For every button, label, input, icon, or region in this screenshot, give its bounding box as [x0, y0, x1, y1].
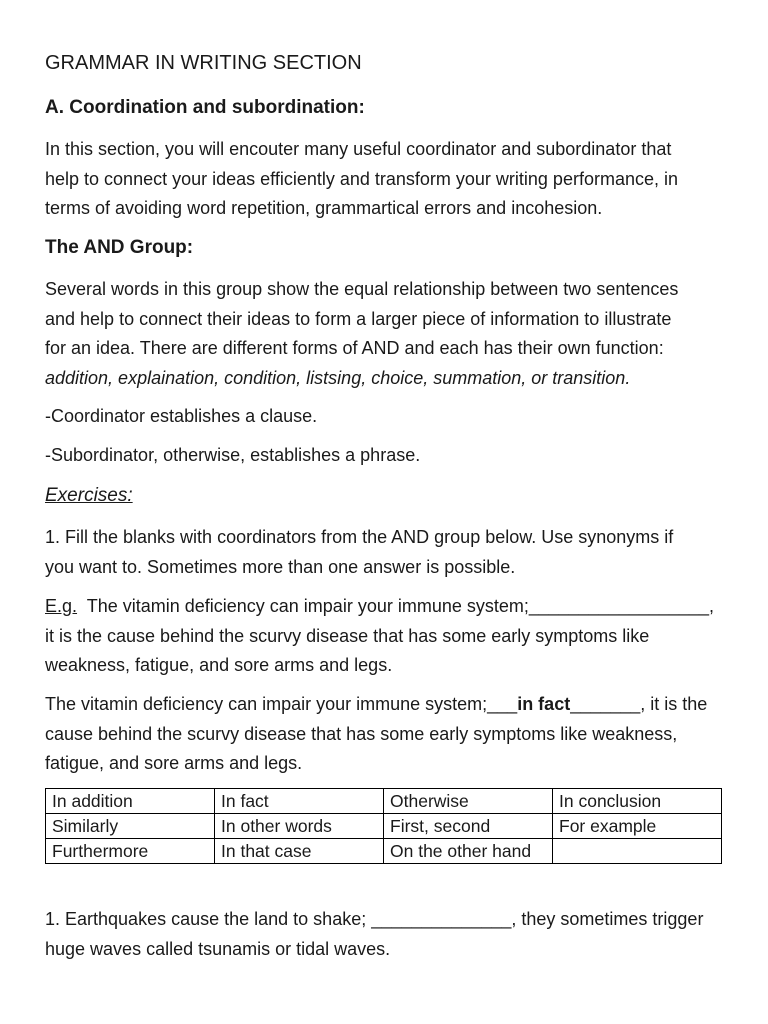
exercise-1-instructions	[45, 523, 673, 582]
and-group-description	[45, 275, 678, 393]
table-cell: For example	[553, 814, 722, 839]
description-line: and help to connect their ideas to form a larger piece of information to illustrate	[45, 308, 672, 329]
coordinator-table	[45, 788, 722, 864]
answer-line: fatigue, and sore arms and legs.	[45, 753, 303, 773]
example-label: E.g.	[45, 596, 78, 616]
intro-line: In this section, you will encouter many useful coordinator and subordinator that	[45, 139, 672, 159]
exercise-line: 1. Fill the blanks with coordinators from the AND group below. Use synonyms if	[45, 527, 674, 547]
table-cell: On the other hand	[384, 839, 553, 864]
table-cell: In fact	[215, 789, 384, 814]
example-line: weakness, fatigue, and sore arms and legs.	[45, 655, 393, 675]
question-line: huge waves called tsunamis or tidal waves.	[45, 938, 391, 959]
example-line: The vitamin deficiency can impair your immune system;__________________,	[77, 596, 715, 616]
table-cell: First, second	[384, 814, 553, 839]
answer-text: The vitamin deficiency can impair your immune system;___	[45, 694, 518, 714]
table-cell: Otherwise	[384, 789, 553, 814]
question-line: 1. Earthquakes cause the land to shake; ______________, they sometimes trigger	[45, 909, 704, 929]
table-cell: Similarly	[46, 814, 215, 839]
table-cell: In conclusion	[553, 789, 722, 814]
description-line: for an idea. There are different forms of AND and each has their own function:	[45, 338, 664, 358]
section-a-heading: A. Coordination and subordination:	[45, 97, 365, 118]
intro-line: help to connect your ideas efficiently and transform your writing performance, in	[45, 168, 678, 189]
description-functions: addition, explaination, condition, listsing, choice, summation, or transition.	[45, 367, 631, 388]
intro-paragraph	[45, 135, 678, 224]
intro-line: terms of avoiding word repetition, grammartical errors and incohesion.	[45, 198, 603, 218]
answer-text: _______, it is the	[570, 694, 708, 714]
document-title: GRAMMAR IN WRITING SECTION	[45, 52, 362, 74]
exercise-line: you want to. Sometimes more than one answer is possible.	[45, 556, 516, 577]
example-answer	[45, 690, 707, 779]
table-row	[46, 839, 722, 864]
table-cell: Furthermore	[46, 839, 215, 864]
coordinator-note: -Coordinator establishes a clause.	[45, 406, 318, 426]
table-cell	[553, 839, 722, 864]
table-row	[46, 814, 722, 839]
exercises-heading: Exercises:	[45, 485, 133, 506]
table-row	[46, 789, 722, 814]
description-line: Several words in this group show the equal relationship between two sentences	[45, 279, 679, 299]
subordinator-note: -Subordinator, otherwise, establishes a phrase.	[45, 445, 421, 465]
answer-line: cause behind the scurvy disease that has some early symptoms like weakness,	[45, 723, 678, 744]
table-cell: In addition	[46, 789, 215, 814]
answer-fill: in fact	[517, 694, 571, 714]
table-cell: In other words	[215, 814, 384, 839]
question-1	[45, 905, 703, 964]
example-line: it is the cause behind the scurvy disease that has some early symptoms like	[45, 625, 650, 646]
table-cell: In that case	[215, 839, 384, 864]
example-sentence	[45, 592, 714, 681]
and-group-heading: The AND Group:	[45, 237, 194, 258]
